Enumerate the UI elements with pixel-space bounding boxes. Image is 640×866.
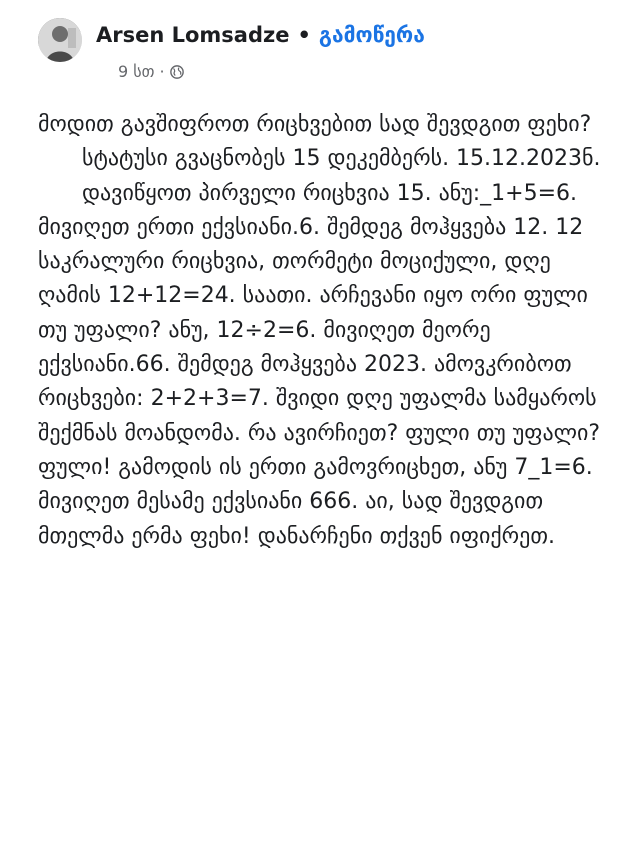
post-paragraph-3: დავიწყოთ პირველი რიცხვია 15. ანუ:_1+5=6. მივიღეთ ერთი ექვსიანი.6. შემდეგ მოჰყვება 12. 12 საკრალური რიცხვია, თორმეტი მოციქული, დღე ღამის 12+12=24. საათი. არჩევანი იყო ორი ფული თუ უფალი? ანუ, 12÷2=6. მივიღეთ მეორე ექვსიანი.66. შემდეგ მოჰყვება 2023. ამოვკრიბოთ რიცხვები: 2+2+3=7. შვიდი დღე უფალმა სამყაროს შექმნას მოანდომა. რა ავირჩიეთ? ფული თუ უფალი? ფული! გამოდის ის ერთი გამოვრიცხეთ, ანუ 7_1=6. მივიღეთ მესამე ექვსიანი 666. აი, სად შევდგით მთელმა ერმა ფეხი! დანარჩენი თქვენ იფიქრეთ. — [38, 180, 608, 549]
post-paragraph-1: მოდით გავშიფროთ რიცხვებით სად შევდგით ფეხი? — [38, 112, 592, 137]
author-name[interactable]: Arsen Lomsadze — [96, 23, 290, 47]
meta-separator: · — [159, 62, 165, 81]
post-time[interactable]: 9 სთ — [118, 62, 155, 81]
post-meta — [118, 62, 184, 82]
avatar[interactable] — [38, 18, 82, 62]
author-separator: • — [297, 23, 311, 47]
author-line — [96, 22, 425, 48]
post-paragraph-2: სტატუსი გვაცნობეს 15 დეკემბერს. 15.12.2023ნ. — [82, 146, 601, 172]
post-header — [28, 10, 628, 90]
post-body — [38, 108, 618, 554]
follow-button[interactable]: გამოწერა — [318, 23, 425, 47]
globe-icon[interactable] — [170, 65, 184, 79]
